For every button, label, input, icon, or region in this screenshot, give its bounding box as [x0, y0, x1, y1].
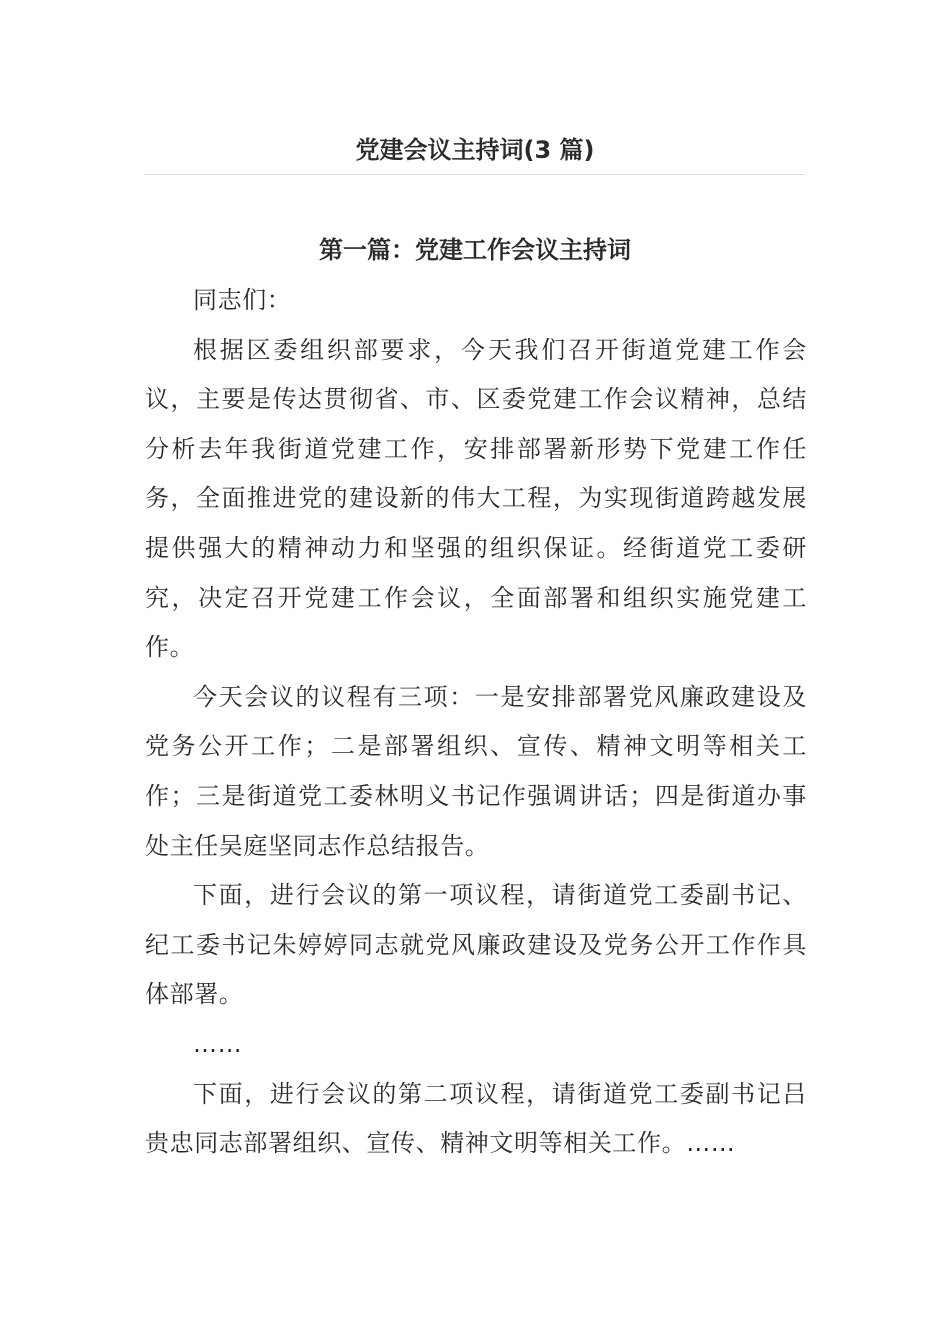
- paragraph-salutation: 同志们：: [193, 286, 292, 314]
- document-body: [145, 276, 807, 1169]
- paragraph-item-one: 下面，进行会议的第一项议程，请街道党工委副书记、纪工委书记朱婷婷同志就党风廉政建设及党务公开工作作具体部署。: [145, 881, 807, 1009]
- paragraph-agenda: 今天会议的议程有三项：一是安排部署党风廉政建设及党务公开工作；二是部署组织、宣传、精神文明等相关工作；三是街道党工委林明义书记作强调讲话；四是街道办事处主任吴庭坚同志作总结报告。: [145, 682, 807, 860]
- document-title: 党建会议主持词(3 篇): [355, 136, 595, 164]
- paragraph-intro: 根据区委组织部要求，今天我们召开街道党建工作会议，主要是传达贯彻省、市、区委党建工作会议精神，总结分析去年我街道党建工作，安排部署新形势下党建工作任务，全面推进党的建设新的伟大工程，为实现街道跨越发展提供强大的精神动力和坚强的组织保证。经街道党工委研究，决定召开党建工作会议，全面部署和组织实施党建工作。: [145, 335, 807, 662]
- paragraph-item-two: 下面，进行会议的第二项议程，请街道党工委副书记吕贵忠同志部署组织、宣传、精神文明等相关工作。……: [145, 1079, 807, 1158]
- title-divider: [145, 174, 805, 175]
- section-title: 第一篇：党建工作会议主持词: [319, 236, 631, 264]
- paragraph-ellipsis: ……: [193, 1029, 243, 1058]
